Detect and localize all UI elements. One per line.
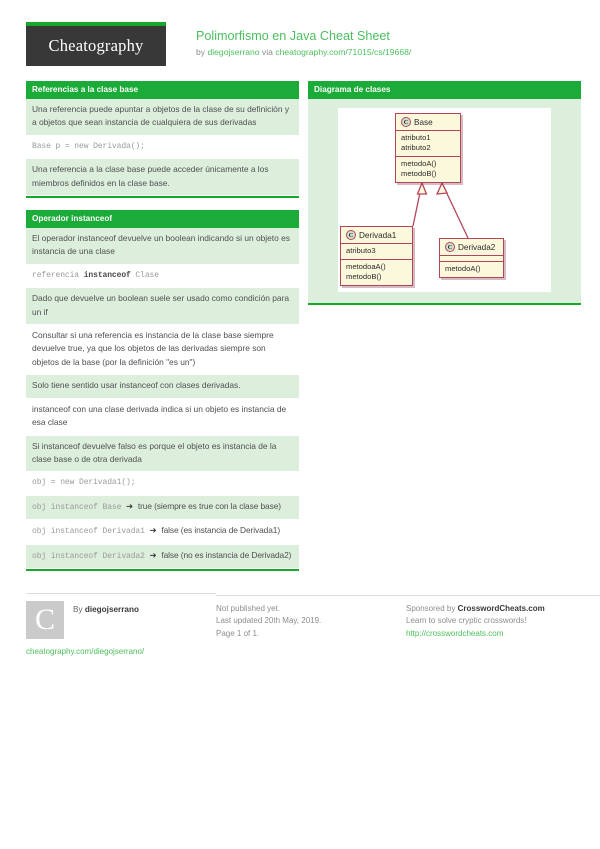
table-row-code: [26, 545, 299, 569]
uml-diagram-cell: [308, 99, 581, 303]
uml-class-name: Base: [414, 117, 433, 127]
footer-author-column: [26, 593, 216, 658]
avatar: C: [26, 601, 64, 639]
uml-method: metodoB(): [401, 169, 437, 178]
arrow-icon: ➜: [149, 550, 157, 561]
uml-attribute: atributo3: [346, 246, 376, 255]
uml-method: metodoA(): [401, 159, 437, 168]
byline: [196, 46, 411, 58]
section-title: Diagrama de clases: [308, 81, 581, 99]
table-row: Consultar si una referencia es instancia de la clase base siempre devuelve true, ya que los objetos de las derivadas siempre son objetos de la base (por la definición "es un"): [26, 325, 299, 375]
uml-attribute: atributo2: [401, 143, 431, 152]
class-badge-icon: C: [346, 230, 356, 240]
table-row: Si instanceof devuelve falso es porque el objeto es instancia de la clase base o de otra derivada: [26, 436, 299, 473]
footer-divider: [216, 595, 406, 596]
by-label: By: [73, 604, 85, 614]
uml-diagram: [338, 108, 551, 292]
section-title: Operador instanceof: [26, 210, 299, 228]
uml-class-header: [440, 239, 503, 256]
arrow-icon: ➜: [149, 526, 157, 537]
table-row: Una referencia puede apuntar a objetos de la clase de su definición y a objetos que sean instancia de cualquiera de sus derivadas: [26, 99, 299, 136]
footer-sponsor-column: [406, 593, 600, 658]
section-diagrama-de-clases: [308, 81, 581, 305]
uml-method: metodoaA(): [346, 262, 386, 271]
section-title: Referencias a la clase base: [26, 81, 299, 99]
page-header: [0, 0, 600, 66]
code-result: true (siempre es true con la clase base): [137, 500, 281, 511]
arrow-icon: ➜: [126, 501, 134, 512]
author-byline: [73, 601, 139, 616]
code-expr: obj instanceof Base: [32, 502, 122, 512]
via-label: via: [259, 47, 276, 57]
table-row-code: [26, 496, 299, 520]
author-block: [26, 601, 216, 639]
logo-text: Cheatography: [48, 36, 144, 55]
sponsor-prefix: Sponsored by: [406, 603, 458, 613]
by-prefix: by: [196, 47, 208, 57]
code-post: Clase: [130, 270, 159, 280]
table-row: Dado que devuelve un boolean suele ser usado como condición para un if: [26, 288, 299, 325]
table-row: El operador instanceof devuelve un boolean indicando si un objeto es instancia de una clase: [26, 228, 299, 265]
uml-class-name: Derivada1: [359, 230, 397, 240]
footer-divider: [406, 595, 600, 596]
cheatography-logo[interactable]: [26, 22, 166, 66]
last-updated: Last updated 20th May, 2019.: [216, 616, 322, 626]
class-badge-icon: C: [401, 117, 411, 127]
page-title: Polimorfismo en Java Cheat Sheet: [196, 29, 390, 43]
page-footer: [0, 583, 600, 658]
table-row: Solo tiene sentido usar instanceof con clases derivadas.: [26, 375, 299, 398]
uml-methods: [396, 157, 460, 182]
table-row-code: [26, 520, 299, 544]
right-column: [308, 81, 581, 583]
title-area: [166, 22, 411, 58]
uml-class-derivada2: [439, 238, 504, 278]
content-columns: [0, 66, 600, 583]
uml-class-header: [341, 227, 412, 244]
uml-attributes: [341, 244, 412, 260]
sponsor-name: CrosswordCheats.com: [457, 603, 545, 613]
page-count: Page 1 of 1.: [216, 628, 260, 638]
sponsor-link[interactable]: http://crosswordcheats.com: [406, 628, 504, 638]
uml-class-base: [395, 113, 461, 183]
source-url-link[interactable]: cheatography.com/71015/cs/19668/: [275, 47, 412, 57]
table-row: Una referencia a la clase base puede acceder únicamente a los miembros definidos en la clase base.: [26, 159, 299, 196]
author-name: diegojserrano: [84, 604, 139, 614]
uml-attribute: atributo1: [401, 133, 431, 142]
section-referencias-a-la-clase-base: [26, 81, 299, 198]
publish-status: Not published yet.: [216, 603, 281, 613]
sponsor-line: [406, 603, 600, 615]
footer-publish-column: [216, 593, 406, 658]
table-row-code: obj = new Derivada1();: [26, 472, 299, 495]
uml-methods: [440, 262, 503, 277]
author-profile-link[interactable]: cheatography.com/diegojserrano/: [26, 646, 145, 656]
table-row: instanceof con una clase derivada indica si un objeto es instancia de esa clase: [26, 399, 299, 436]
uml-class-header: [396, 114, 460, 131]
code-expr: obj instanceof Derivada1: [32, 527, 145, 537]
section-operador-instanceof: [26, 210, 299, 571]
class-badge-icon: C: [445, 242, 455, 252]
uml-methods: [341, 260, 412, 285]
footer-divider: [26, 593, 216, 594]
logo-box: [26, 26, 166, 66]
uml-method: metodoA(): [445, 264, 481, 273]
table-row-code: [26, 265, 299, 288]
code-pre: referencia: [32, 270, 84, 280]
uml-method: metodoB(): [346, 272, 382, 281]
table-row-code: Base p = new Derivada();: [26, 136, 299, 159]
left-column: [26, 81, 299, 583]
code-expr: obj instanceof Derivada2: [32, 551, 145, 561]
uml-class-name: Derivada2: [458, 242, 496, 252]
code-result: false (es instancia de Derivada1): [161, 525, 281, 536]
uml-attributes: [396, 131, 460, 157]
code-keyword: instanceof: [83, 270, 131, 280]
author-link[interactable]: diegojserrano: [207, 47, 260, 57]
sponsor-tagline: Learn to solve cryptic crosswords!: [406, 616, 527, 626]
uml-class-derivada1: [340, 226, 413, 286]
code-result: false (no es instancia de Derivada2): [161, 549, 292, 560]
